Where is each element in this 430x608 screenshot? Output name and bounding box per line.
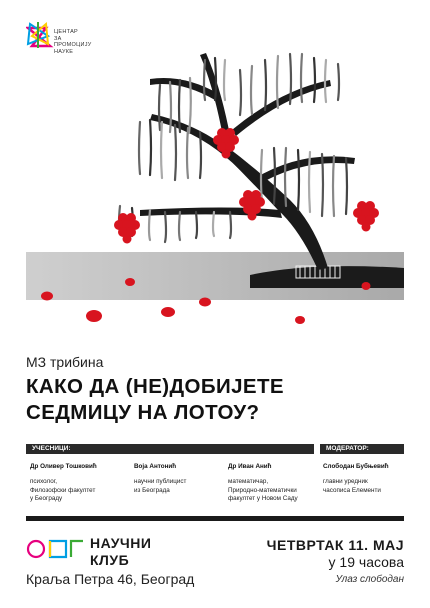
moderator-name: Слободан Бубњевић — [323, 463, 389, 470]
logo-line: НАУКЕ — [54, 48, 74, 55]
venue-address: Краља Петра 46, Београд — [26, 571, 195, 587]
participant-name: Др Иван Анић — [228, 463, 272, 470]
event-title-line1: КАКО ДА (НЕ)ДОБИЈЕТЕ — [26, 375, 284, 398]
role-line: Филозофски факултет — [30, 486, 96, 494]
event-series: МЗ трибина — [26, 354, 104, 370]
tree-illustration — [0, 30, 430, 330]
role-line: факултет у Новом Саду — [228, 495, 298, 502]
role-line: Природно-математички — [228, 486, 297, 494]
participant-role — [134, 478, 186, 495]
role-line: из Београда — [134, 486, 170, 494]
logo-line: ЦЕНТАР — [54, 29, 79, 35]
red-fruit-cluster — [353, 201, 379, 232]
logo-line: ПРОМОЦИЈУ — [54, 42, 92, 48]
moderator-header: МОДЕРАТОР: — [320, 444, 404, 454]
participant-role — [30, 478, 95, 504]
role-line: психолог, — [30, 478, 58, 485]
participant-name: Воја Антонић — [134, 463, 177, 470]
tree-branch — [232, 80, 331, 136]
club-name-line1: НАУЧНИ — [90, 535, 152, 551]
role-line: главни уредник — [323, 478, 368, 485]
role-line: научни публицист — [134, 478, 187, 485]
red-fruit-cluster — [114, 213, 140, 244]
participants-header: УЧЕСНИЦИ: — [26, 444, 314, 454]
divider — [26, 516, 404, 521]
role-line: математичар, — [228, 478, 269, 485]
role-line: часописа Елементи — [323, 486, 381, 494]
moderator-role — [323, 478, 381, 495]
participant-name: Др Оливер Тошковић — [30, 463, 97, 470]
logo-line: ЗА — [54, 35, 62, 42]
role-line: у Београду — [30, 495, 63, 502]
entry-note: Улаз слободан — [335, 574, 404, 585]
event-title-line2: СЕДМИЦУ НА ЛОТОУ? — [26, 401, 260, 424]
science-club-logo-icon — [26, 536, 86, 564]
club-name-line2: КЛУБ — [90, 552, 130, 568]
event-date: ЧЕТВРТАК 11. МАЈ — [266, 537, 404, 553]
participant-role — [228, 478, 298, 504]
event-time: у 19 часова — [328, 554, 404, 570]
